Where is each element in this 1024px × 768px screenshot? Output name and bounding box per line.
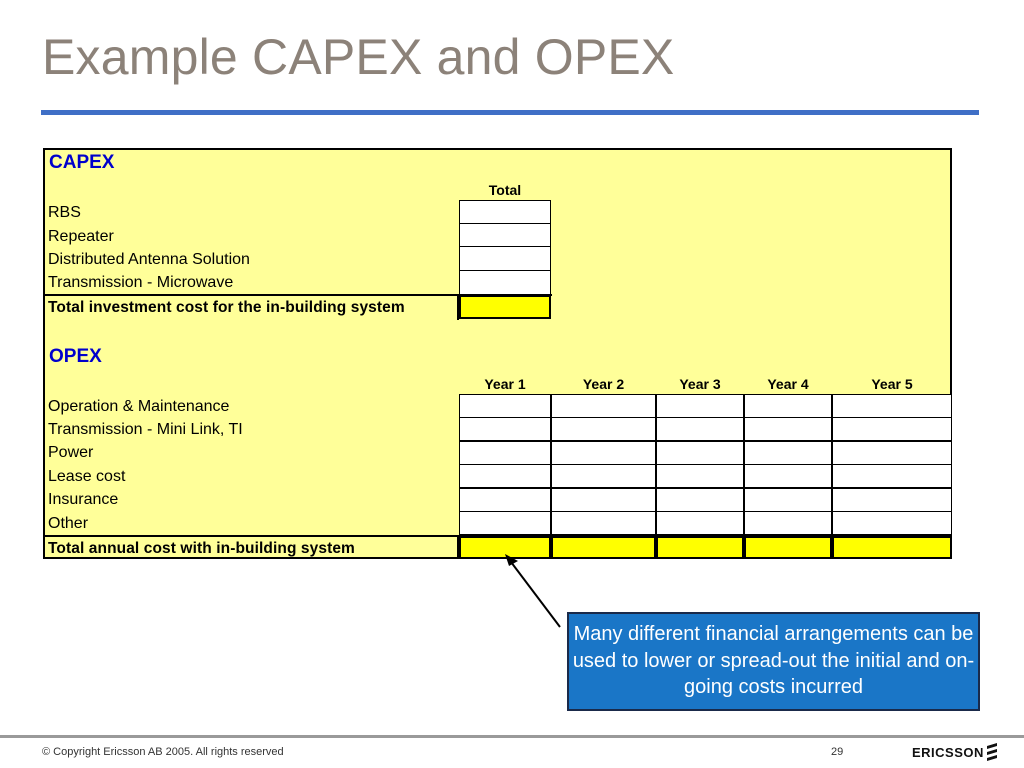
opex-row-label: Operation & Maintenance — [48, 398, 230, 415]
page-number: 29 — [831, 746, 844, 758]
capex-heading: CAPEX — [49, 152, 115, 173]
opex-column-year-3: Year 3 — [679, 376, 721, 392]
opex-total-label: Total annual cost with in-building system — [48, 540, 355, 557]
footer-rule — [0, 735, 1024, 738]
slide-title: Example CAPEX and OPEX — [42, 29, 675, 85]
capex-row-label: Repeater — [48, 228, 114, 245]
capex-row-label: RBS — [48, 204, 81, 221]
opex-row-label: Transmission - Mini Link, TI — [48, 421, 243, 438]
opex-column-year-5: Year 5 — [871, 376, 913, 392]
opex-column-year-4: Year 4 — [767, 376, 809, 392]
opex-row-label: Power — [48, 444, 94, 461]
ericsson-logo-icon — [985, 743, 999, 761]
capex-column-total: Total — [488, 182, 522, 198]
opex-heading: OPEX — [49, 346, 102, 367]
opex-row-label: Insurance — [48, 491, 119, 508]
capex-row-label: Transmission - Microwave — [48, 274, 234, 291]
opex-row-label: Lease cost — [48, 468, 126, 485]
callout-box: Many different financial arrangements can be used to lower or spread-out the initial and on-going costs incurred — [567, 612, 980, 711]
ericsson-logo-text: ERICSSON — [912, 745, 984, 760]
opex-column-year-1: Year 1 — [484, 376, 526, 392]
copyright-text: © Copyright Ericsson AB 2005. All rights reserved — [42, 746, 284, 758]
opex-row-label: Other — [48, 515, 89, 532]
capex-row-label: Distributed Antenna Solution — [48, 251, 250, 268]
capex-total-label: Total investment cost for the in-building system — [48, 299, 405, 316]
opex-column-year-2: Year 2 — [582, 376, 625, 392]
